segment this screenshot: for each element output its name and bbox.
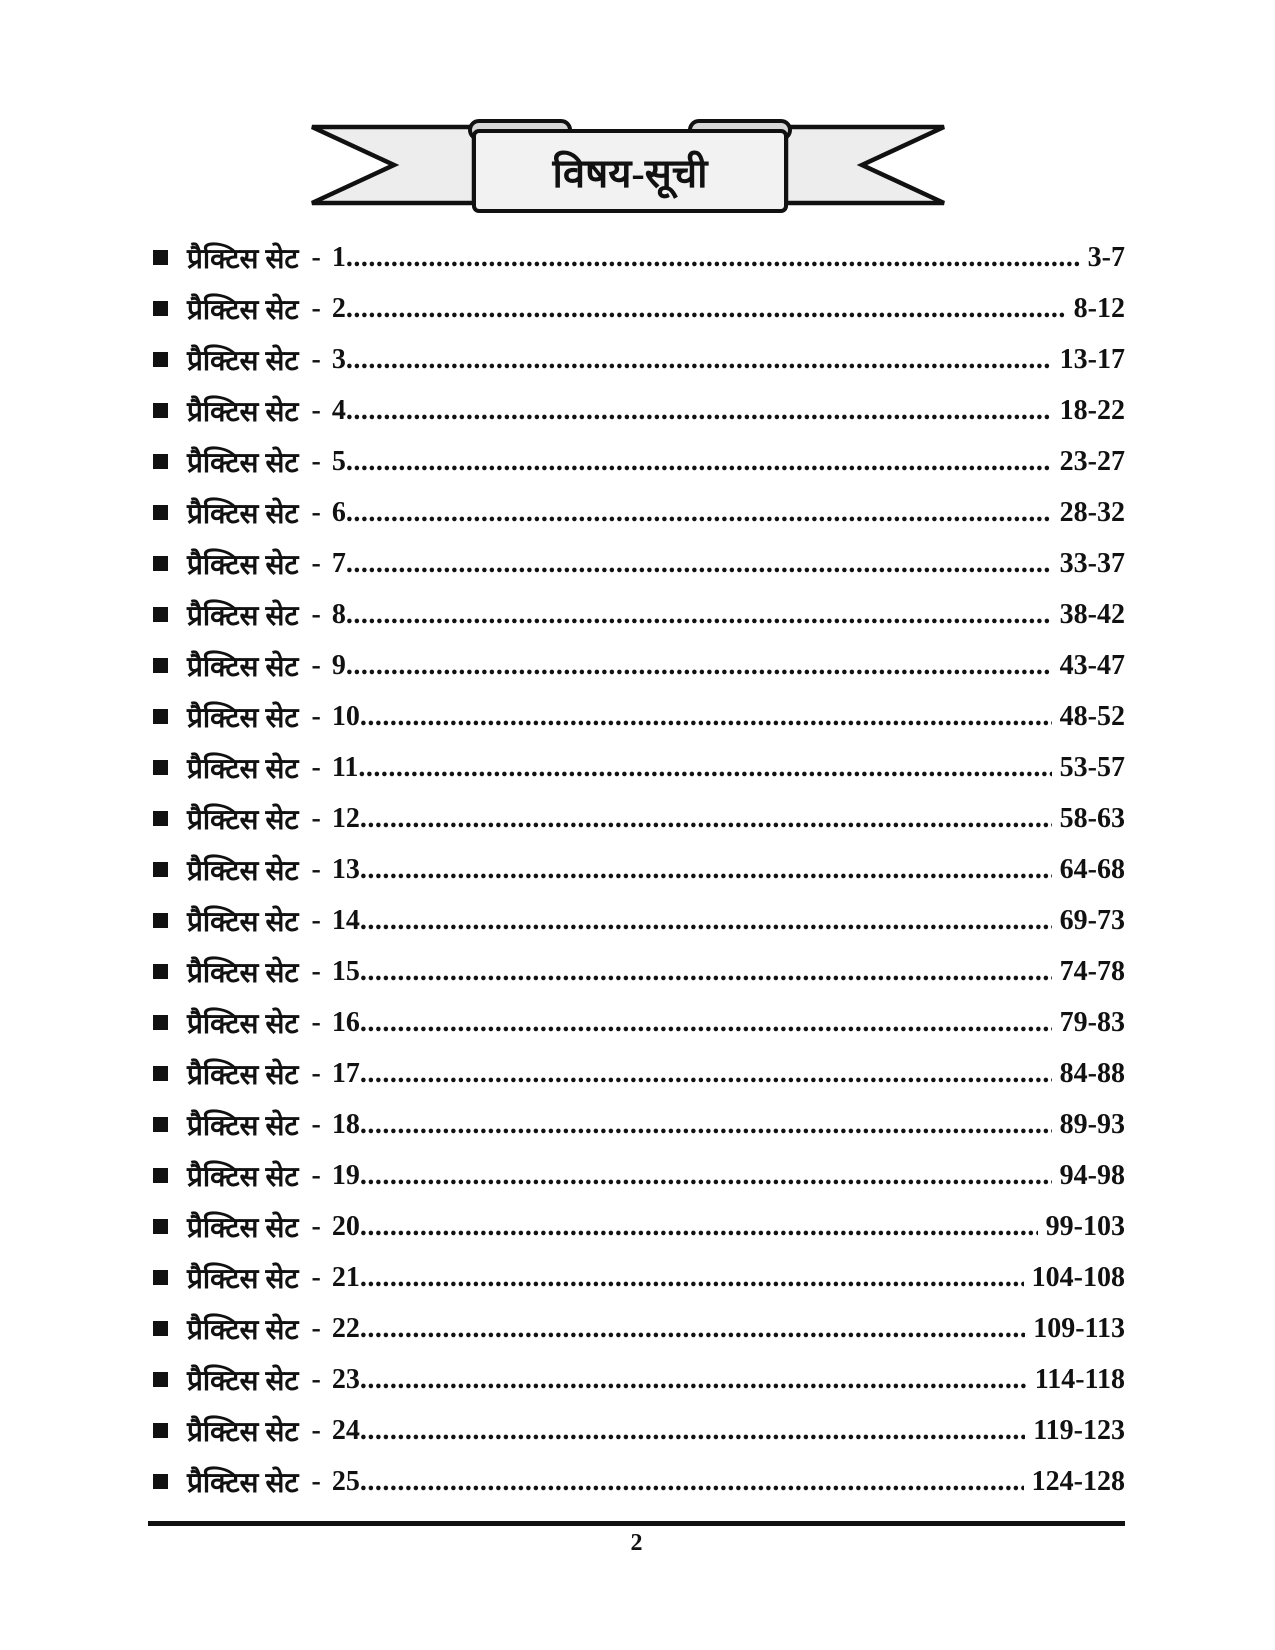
toc-entry-label: प्रैक्टिस सेट [187, 1314, 299, 1346]
page-title: विषय-सूची [552, 150, 708, 196]
toc-entry-separator: - [311, 1363, 321, 1395]
dot-leader [360, 956, 1052, 988]
dot-leader [360, 1211, 1038, 1243]
toc-entry-number: 8 [331, 598, 346, 630]
toc-entry-separator: - [311, 343, 321, 375]
toc-row [148, 946, 1125, 997]
square-bullet-icon [153, 1168, 168, 1183]
dot-leader [346, 293, 1066, 325]
toc-list [148, 232, 1125, 1507]
toc-row [148, 1048, 1125, 1099]
toc-entry-separator: - [311, 751, 321, 783]
toc-entry-pages: 64-68 [1059, 853, 1125, 885]
toc-entry-separator: - [311, 1312, 321, 1344]
toc-entry-pages: 18-22 [1059, 394, 1125, 426]
toc-entry-pages: 114-118 [1034, 1363, 1125, 1395]
square-bullet-icon [153, 1066, 168, 1081]
toc-entry-separator: - [311, 853, 321, 885]
toc-entry-number: 9 [331, 649, 346, 681]
toc-entry-pages: 3-7 [1087, 241, 1125, 273]
toc-entry-pages: 48-52 [1059, 700, 1125, 732]
square-bullet-icon [153, 1117, 168, 1132]
toc-entry-number: 17 [331, 1057, 360, 1089]
toc-row [148, 1201, 1125, 1252]
toc-entry-separator: - [311, 598, 321, 630]
toc-entry-label: प्रैक्टिस सेट [187, 957, 299, 989]
square-bullet-icon [153, 1372, 168, 1387]
toc-row [148, 487, 1125, 538]
toc-row [148, 436, 1125, 487]
toc-entry-number: 18 [331, 1108, 360, 1140]
toc-row [148, 1354, 1125, 1405]
toc-entry-pages: 89-93 [1059, 1108, 1125, 1140]
square-bullet-icon [153, 505, 168, 520]
toc-entry-separator: - [311, 292, 321, 324]
toc-entry-separator: - [311, 496, 321, 528]
dot-leader [360, 803, 1052, 835]
toc-entry-number: 14 [331, 904, 360, 936]
toc-entry-pages: 33-37 [1059, 547, 1125, 579]
dot-leader [346, 446, 1052, 478]
toc-row [148, 334, 1125, 385]
toc-row [148, 844, 1125, 895]
square-bullet-icon [153, 1219, 168, 1234]
toc-row [148, 1252, 1125, 1303]
toc-entry-number: 15 [331, 955, 360, 987]
toc-row [148, 589, 1125, 640]
title-banner [308, 114, 948, 220]
toc-entry-number: 1 [331, 241, 346, 273]
toc-entry-pages: 13-17 [1059, 343, 1125, 375]
square-bullet-icon [153, 352, 168, 367]
square-bullet-icon [153, 760, 168, 775]
toc-entry-number: 23 [331, 1363, 360, 1395]
toc-row [148, 538, 1125, 589]
toc-entry-pages: 69-73 [1059, 904, 1125, 936]
square-bullet-icon [153, 607, 168, 622]
toc-entry-pages: 74-78 [1059, 955, 1125, 987]
square-bullet-icon [153, 1474, 168, 1489]
square-bullet-icon [153, 811, 168, 826]
toc-entry-number: 25 [331, 1465, 360, 1497]
square-bullet-icon [153, 964, 168, 979]
toc-row [148, 1099, 1125, 1150]
toc-entry-pages: 28-32 [1059, 496, 1125, 528]
toc-entry-pages: 99-103 [1045, 1210, 1125, 1242]
toc-entry-label: प्रैक्टिस सेट [187, 855, 299, 887]
dot-leader [360, 1466, 1024, 1498]
square-bullet-icon [153, 403, 168, 418]
toc-row [148, 1303, 1125, 1354]
toc-entry-separator: - [311, 1261, 321, 1293]
toc-row [148, 385, 1125, 436]
toc-entry-label: प्रैक्टिस सेट [187, 549, 299, 581]
toc-entry-label: प्रैक्टिस सेट [187, 1212, 299, 1244]
dot-leader [360, 1262, 1024, 1294]
dot-leader [360, 1160, 1052, 1192]
toc-entry-pages: 119-123 [1033, 1414, 1125, 1446]
toc-entry-separator: - [311, 802, 321, 834]
dot-leader [360, 1313, 1025, 1345]
toc-entry-label: प्रैक्टिस सेट [187, 1161, 299, 1193]
toc-entry-pages: 8-12 [1073, 292, 1125, 324]
page-number: 2 [630, 1530, 643, 1556]
dot-leader [360, 1364, 1027, 1396]
toc-entry-pages: 84-88 [1059, 1057, 1125, 1089]
square-bullet-icon [153, 1015, 168, 1030]
toc-entry-label: प्रैक्टिस सेट [187, 702, 299, 734]
toc-row [148, 640, 1125, 691]
square-bullet-icon [153, 1423, 168, 1438]
toc-row [148, 283, 1125, 334]
toc-entry-label: प्रैक्टिस सेट [187, 1008, 299, 1040]
toc-entry-pages: 79-83 [1059, 1006, 1125, 1038]
square-bullet-icon [153, 658, 168, 673]
dot-leader [360, 854, 1052, 886]
footer-divider [148, 1521, 1125, 1526]
toc-entry-number: 22 [331, 1312, 360, 1344]
toc-entry-pages: 23-27 [1059, 445, 1125, 477]
toc-entry-pages: 94-98 [1059, 1159, 1125, 1191]
toc-entry-number: 20 [331, 1210, 360, 1242]
square-bullet-icon [153, 913, 168, 928]
toc-entry-separator: - [311, 1057, 321, 1089]
toc-entry-pages: 58-63 [1059, 802, 1125, 834]
toc-entry-separator: - [311, 700, 321, 732]
toc-entry-separator: - [311, 1210, 321, 1242]
toc-entry-label: प्रैक्टिस सेट [187, 804, 299, 836]
toc-entry-separator: - [311, 1465, 321, 1497]
toc-row [148, 742, 1125, 793]
toc-entry-label: प्रैक्टिस सेट [187, 447, 299, 479]
toc-row [148, 793, 1125, 844]
toc-entry-label: प्रैक्टिस सेट [187, 1467, 299, 1499]
square-bullet-icon [153, 556, 168, 571]
toc-row [148, 1405, 1125, 1456]
toc-entry-pages: 124-128 [1031, 1465, 1125, 1497]
dot-leader [346, 650, 1052, 682]
toc-entry-separator: - [311, 241, 321, 273]
toc-entry-number: 3 [331, 343, 346, 375]
square-bullet-icon [153, 454, 168, 469]
toc-entry-label: प्रैक्टिस सेट [187, 1365, 299, 1397]
toc-entry-number: 5 [331, 445, 346, 477]
dot-leader [360, 1415, 1025, 1447]
toc-entry-label: प्रैक्टिस सेट [187, 294, 299, 326]
toc-row [148, 1456, 1125, 1507]
toc-entry-pages: 109-113 [1033, 1312, 1125, 1344]
toc-entry-number: 7 [331, 547, 346, 579]
toc-entry-separator: - [311, 649, 321, 681]
toc-entry-number: 6 [331, 496, 346, 528]
toc-entry-pages: 43-47 [1059, 649, 1125, 681]
toc-entry-label: प्रैक्टिस सेट [187, 243, 299, 275]
square-bullet-icon [153, 250, 168, 265]
toc-entry-separator: - [311, 1159, 321, 1191]
dot-leader [346, 242, 1080, 274]
toc-entry-pages: 104-108 [1031, 1261, 1125, 1293]
toc-entry-number: 24 [331, 1414, 360, 1446]
dot-leader [346, 497, 1052, 529]
toc-entry-separator: - [311, 904, 321, 936]
toc-entry-number: 13 [331, 853, 360, 885]
toc-row [148, 895, 1125, 946]
square-bullet-icon [153, 1270, 168, 1285]
dot-leader [346, 548, 1052, 580]
toc-row [148, 691, 1125, 742]
toc-entry-label: प्रैक्टिस सेट [187, 1059, 299, 1091]
toc-entry-pages: 38-42 [1059, 598, 1125, 630]
toc-entry-pages: 53-57 [1059, 751, 1125, 783]
toc-entry-label: प्रैक्टिस सेट [187, 1416, 299, 1448]
toc-entry-separator: - [311, 1414, 321, 1446]
toc-entry-number: 19 [331, 1159, 360, 1191]
dot-leader [346, 344, 1052, 376]
toc-entry-number: 4 [331, 394, 346, 426]
dot-leader [360, 1109, 1052, 1141]
dot-leader [360, 1007, 1052, 1039]
square-bullet-icon [153, 301, 168, 316]
dot-leader [360, 1058, 1052, 1090]
toc-entry-label: प्रैक्टिस सेट [187, 600, 299, 632]
toc-entry-label: प्रैक्टिस सेट [187, 498, 299, 530]
square-bullet-icon [153, 862, 168, 877]
toc-row [148, 232, 1125, 283]
square-bullet-icon [153, 709, 168, 724]
toc-entry-label: प्रैक्टिस सेट [187, 345, 299, 377]
toc-entry-label: प्रैक्टिस सेट [187, 906, 299, 938]
toc-entry-separator: - [311, 955, 321, 987]
toc-entry-label: प्रैक्टिस सेट [187, 753, 299, 785]
toc-row [148, 1150, 1125, 1201]
toc-entry-label: प्रैक्टिस सेट [187, 1263, 299, 1295]
toc-entry-number: 2 [331, 292, 346, 324]
dot-leader [360, 905, 1052, 937]
dot-leader [346, 395, 1052, 427]
toc-entry-number: 12 [331, 802, 360, 834]
dot-leader [360, 701, 1052, 733]
toc-entry-number: 16 [331, 1006, 360, 1038]
square-bullet-icon [153, 1321, 168, 1336]
toc-entry-separator: - [311, 1108, 321, 1140]
toc-entry-label: प्रैक्टिस सेट [187, 396, 299, 428]
toc-entry-label: प्रैक्टिस सेट [187, 1110, 299, 1142]
dot-leader [346, 599, 1052, 631]
toc-entry-number: 11 [331, 751, 359, 783]
toc-entry-separator: - [311, 547, 321, 579]
toc-entry-separator: - [311, 1006, 321, 1038]
toc-entry-separator: - [311, 394, 321, 426]
toc-entry-number: 10 [331, 700, 360, 732]
toc-entry-separator: - [311, 445, 321, 477]
toc-row [148, 997, 1125, 1048]
toc-entry-label: प्रैक्टिस सेट [187, 651, 299, 683]
toc-entry-number: 21 [331, 1261, 360, 1293]
dot-leader [358, 752, 1051, 784]
